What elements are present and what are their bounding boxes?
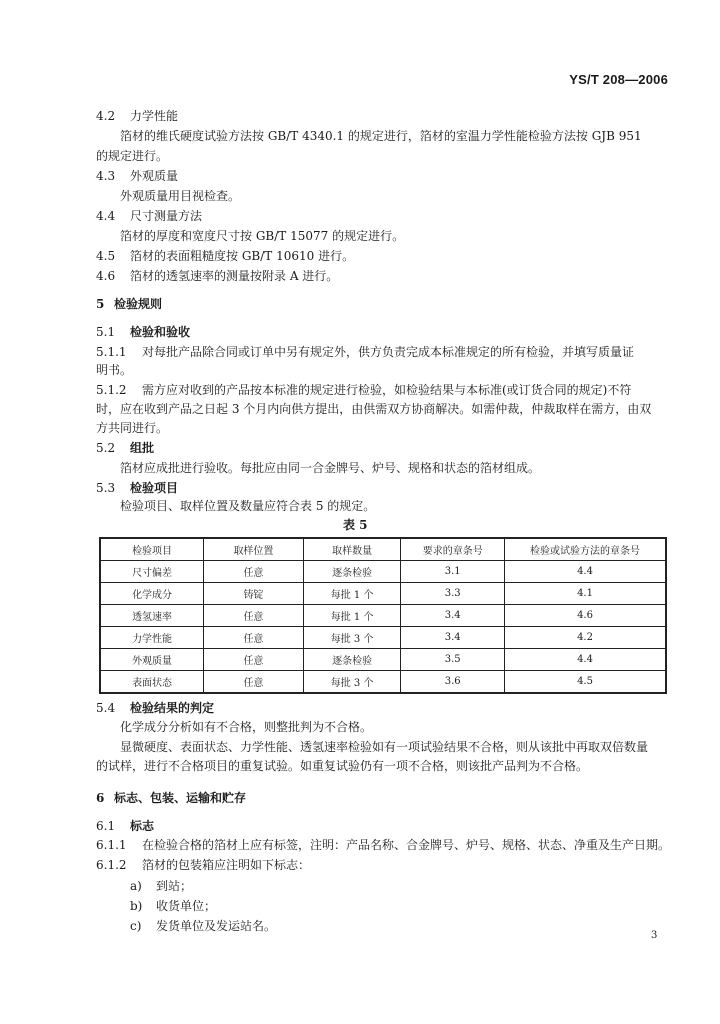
- section-title: 检验结果的判定: [130, 701, 215, 715]
- table-header-cell: 取样位置: [204, 538, 304, 561]
- table-cell: 4.2: [505, 627, 666, 649]
- section-5-2-heading: [96, 440, 154, 456]
- table-cell: 3.4: [401, 627, 505, 649]
- paragraph-line: 箔材的维氏硬度试验方法按 GB/T 4340.1 的规定进行，箔材的室温力学性能检验方法按 GJB 951: [120, 129, 642, 143]
- section-number: 5.2: [96, 441, 116, 455]
- list-item: [130, 898, 216, 914]
- paragraph-text: 在检验合格的箔材上应有标签，注明：产品名称、合金牌号、炉号、规格、状态、净重及生产日期。: [142, 838, 671, 852]
- section-5-1-2: [96, 382, 631, 398]
- table-row: [100, 605, 666, 627]
- table-cell: 任意: [204, 649, 304, 671]
- section-number: 4.2: [96, 109, 116, 123]
- section-number: 5.3: [96, 481, 116, 495]
- section-title: 外观质量: [130, 169, 179, 183]
- table-cell: 任意: [204, 671, 304, 694]
- section-number: 5.1.2: [96, 383, 127, 397]
- table-header-row: [100, 538, 666, 561]
- paragraph-line: 外观质量用目视检查。: [120, 189, 241, 203]
- list-marker: a): [130, 879, 142, 893]
- paragraph-line: 显微硬度、表面状态、力学性能、透氢速率检验如有一项试验结果不合格，则从该批中再取双倍数量: [120, 740, 649, 754]
- table-row: [100, 583, 666, 605]
- inspection-table: [99, 537, 667, 694]
- section-number: 4.3: [96, 169, 116, 183]
- table-cell: 4.1: [505, 583, 666, 605]
- chapter-title: 检验规则: [114, 297, 163, 311]
- table-cell: 3.5: [401, 649, 505, 671]
- section-number: 4.6: [96, 269, 116, 283]
- list-text: 发货单位及发运站名。: [156, 919, 277, 933]
- table-cell: 4.4: [505, 649, 666, 671]
- standard-number-header: YS/T 208—2006: [569, 72, 668, 87]
- table-cell: 每批 1 个: [303, 583, 401, 605]
- table-cell: 3.4: [401, 605, 505, 627]
- table-cell: 任意: [204, 561, 304, 583]
- section-4-4-heading: [96, 208, 202, 224]
- table-cell: 尺寸偏差: [100, 561, 204, 583]
- section-title: 组批: [130, 441, 155, 455]
- paragraph-line: 检验项目、取样位置及数量应符合表 5 的规定。: [120, 499, 376, 513]
- section-4-6: [96, 268, 338, 284]
- table-cell: 每批 3 个: [303, 627, 401, 649]
- paragraph-line: 时，应在收到产品之日起 3 个月内向供方提出，由供需双方协商解决。如需仲裁，仲裁取样在需方，由双: [96, 402, 652, 416]
- table-cell: 铸锭: [204, 583, 304, 605]
- table-cell: 力学性能: [100, 627, 204, 649]
- section-5-1-heading: [96, 324, 190, 340]
- table-cell: 任意: [204, 605, 304, 627]
- section-title: 检验和验收: [130, 325, 191, 339]
- table-cell: 3.6: [401, 671, 505, 694]
- chapter-5-heading: [96, 296, 162, 312]
- table-cell: 化学成分: [100, 583, 204, 605]
- section-6-1-2: [96, 857, 310, 873]
- paragraph-line: 的试样，进行不合格项目的重复试验。如重复试验仍有一项不合格，则该批产品判为不合格。: [96, 759, 589, 773]
- section-6-1-heading: [96, 818, 154, 834]
- section-5-1-1: [96, 344, 634, 360]
- table-row: [100, 649, 666, 671]
- section-4-3-heading: [96, 168, 178, 184]
- section-number: 4.5: [96, 249, 116, 263]
- section-4-5: [96, 248, 354, 264]
- section-title: 检验项目: [130, 481, 179, 495]
- table-header-cell: 要求的章条号: [401, 538, 505, 561]
- paragraph-text: 箔材的表面粗糙度按 GB/T 10610 进行。: [130, 249, 355, 263]
- table-row: [100, 627, 666, 649]
- table-caption: 表 5: [343, 518, 368, 532]
- table-cell: 3.3: [401, 583, 505, 605]
- chapter-title: 标志、包装、运输和贮存: [114, 791, 247, 805]
- paragraph-text: 箔材的包装箱应注明如下标志：: [142, 858, 311, 872]
- table-cell: 任意: [204, 627, 304, 649]
- table-cell: 逐条检验: [303, 561, 401, 583]
- chapter-number: 5: [96, 297, 105, 311]
- table-cell: 4.6: [505, 605, 666, 627]
- section-title: 力学性能: [130, 109, 179, 123]
- paragraph-line: 方共同进行。: [96, 421, 169, 435]
- paragraph-line: 的规定进行。: [96, 149, 169, 163]
- table-cell: 每批 1 个: [303, 605, 401, 627]
- section-number: 5.4: [96, 701, 116, 715]
- table-cell: 3.1: [401, 561, 505, 583]
- table-cell: 4.5: [505, 671, 666, 694]
- table-header-cell: 取样数量: [303, 538, 401, 561]
- list-item: [130, 918, 276, 934]
- table-header-cell: 检验或试验方法的章条号: [505, 538, 666, 561]
- paragraph-line: 箔材的厚度和宽度尺寸按 GB/T 15077 的规定进行。: [120, 229, 405, 243]
- chapter-number: 6: [96, 791, 105, 805]
- list-marker: b): [130, 899, 143, 913]
- section-number: 5.1.1: [96, 345, 127, 359]
- list-marker: c): [130, 919, 142, 933]
- page-number: 3: [651, 930, 658, 941]
- section-4-2-heading: [96, 108, 178, 124]
- paragraph-line: 明书。: [96, 363, 133, 377]
- section-number: 6.1.2: [96, 858, 127, 872]
- section-title: 尺寸测量方法: [130, 209, 203, 223]
- paragraph-text: 对每批产品除合同或订单中另有规定外，供方负责完成本标准规定的所有检验，并填写质量证: [142, 345, 635, 359]
- table-row: [100, 561, 666, 583]
- section-number: 4.4: [96, 209, 116, 223]
- table-row: [100, 671, 666, 694]
- section-number: 6.1: [96, 819, 116, 833]
- table-cell: 透氢速率: [100, 605, 204, 627]
- table-header-cell: 检验项目: [100, 538, 204, 561]
- paragraph-text: 箔材的透氢速率的测量按附录 A 进行。: [130, 269, 339, 283]
- list-item: [130, 878, 192, 894]
- list-text: 收货单位；: [156, 899, 217, 913]
- section-5-3-heading: [96, 480, 178, 496]
- section-number: 5.1: [96, 325, 116, 339]
- table-cell: 表面状态: [100, 671, 204, 694]
- chapter-6-heading: [96, 790, 246, 806]
- table-cell: 每批 3 个: [303, 671, 401, 694]
- table-cell: 4.4: [505, 561, 666, 583]
- list-text: 到站；: [156, 879, 193, 893]
- paragraph-text: 需方应对收到的产品按本标准的规定进行检验，如检验结果与本标准(或订货合同的规定)不符: [142, 383, 632, 397]
- section-6-1-1: [96, 837, 670, 853]
- section-5-4-heading: [96, 700, 214, 716]
- section-number: 6.1.1: [96, 838, 127, 852]
- table-cell: 外观质量: [100, 649, 204, 671]
- section-title: 标志: [130, 819, 155, 833]
- paragraph-line: 箔材应成批进行验收。每批应由同一合金牌号、炉号、规格和状态的箔材组成。: [120, 461, 541, 475]
- table-cell: 逐条检验: [303, 649, 401, 671]
- paragraph-line: 化学成分分析如有不合格，则整批判为不合格。: [120, 720, 373, 734]
